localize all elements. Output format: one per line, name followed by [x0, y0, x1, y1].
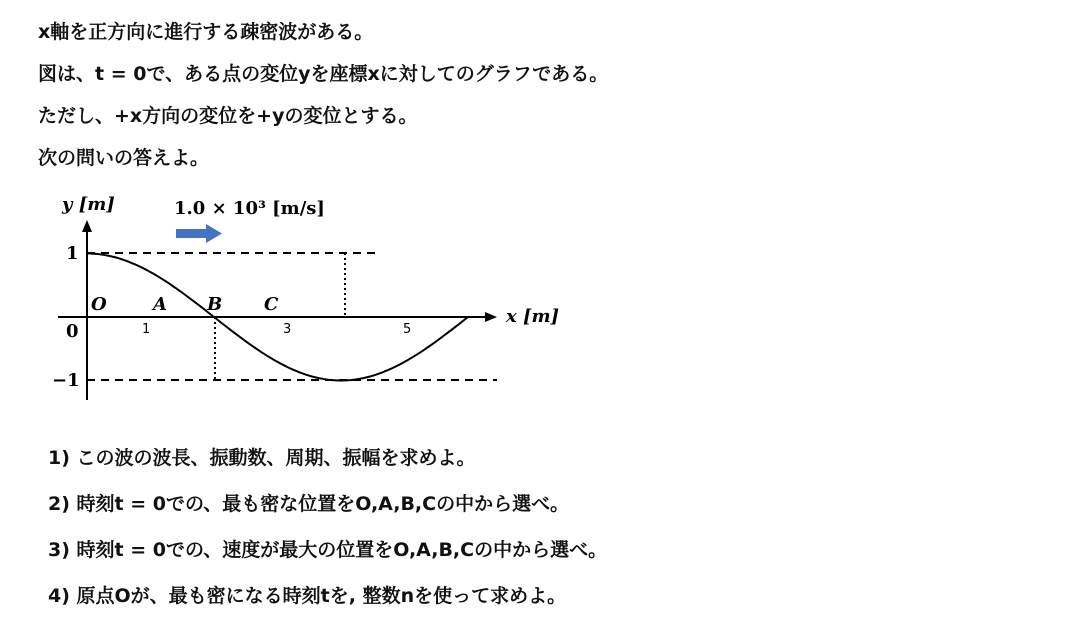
point-label-B: B [207, 294, 223, 315]
problem-line-1: x軸を正方向に進行する疎密波がある。 [38, 21, 374, 43]
problem-line-3: ただし、+x方向の変位を+yの変位とする。 [38, 105, 418, 127]
x-axis-label: x [m] [506, 306, 560, 327]
question-4: 4) 原点Oが、最も密になる時刻tを, 整数nを使って求めよ。 [48, 585, 567, 607]
point-label-A: A [153, 294, 167, 315]
question-3: 3) 時刻t = 0での、速度が最大の位置をO,A,B,Cの中から選べ。 [48, 539, 608, 561]
velocity-label: 1.0 × 10³ [m/s] [174, 198, 325, 219]
point-label-C: C [264, 294, 279, 315]
y-tick-minus-1: −1 [52, 370, 80, 391]
x-tick-1: 1 [142, 322, 151, 337]
y-tick-0: 0 [66, 321, 79, 342]
y-axis-arrowhead [82, 220, 92, 232]
y-axis-label: y [m] [62, 194, 115, 215]
propagation-arrow-icon [176, 224, 222, 243]
x-tick-5: 5 [403, 322, 412, 337]
x-tick-3: 3 [283, 322, 292, 337]
problem-line-4: 次の問いの答えよ。 [38, 147, 210, 169]
question-1: 1) この波の波長、振動数、周期、振幅を求めよ。 [48, 447, 476, 469]
question-2: 2) 時刻t = 0での、最も密な位置をO,A,B,Cの中から選べ。 [48, 493, 570, 515]
y-tick-1: 1 [66, 243, 79, 264]
point-label-O: O [91, 294, 107, 315]
x-axis-arrowhead [485, 312, 497, 322]
problem-line-2: 図は、t = 0で、ある点の変位yを座標xに対してのグラフである。 [38, 63, 609, 85]
